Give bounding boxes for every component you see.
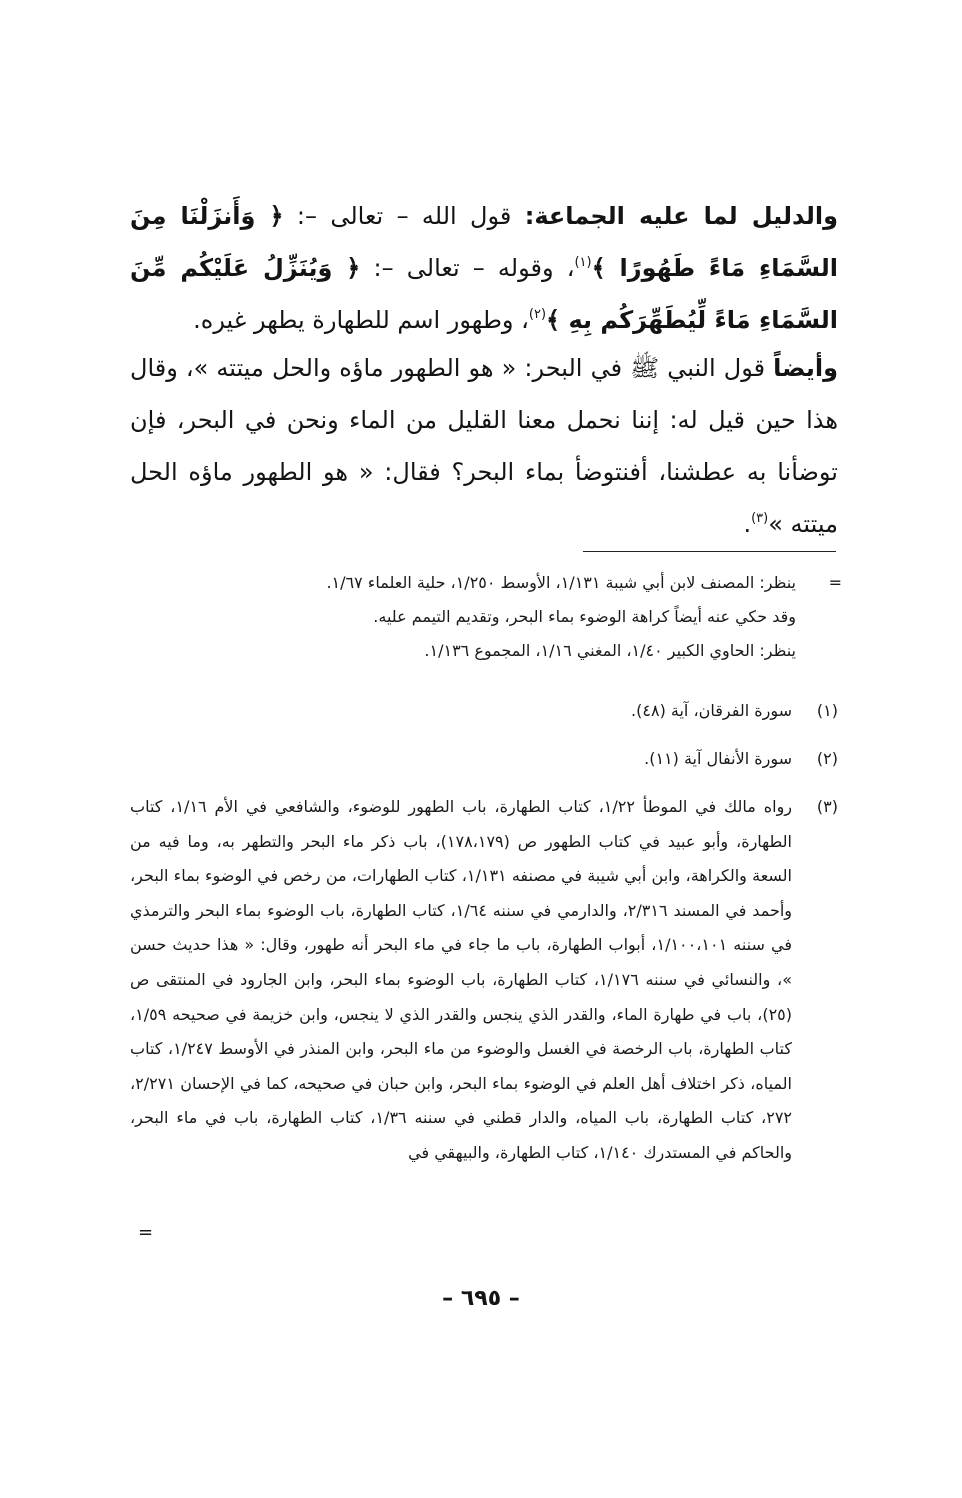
page-number: – ٦٩٥ – (442, 1286, 520, 1311)
text-run: قول الله – تعالى –: (283, 202, 525, 230)
footnote-number: (٢) (816, 749, 838, 768)
footnote-number: (١) (816, 701, 838, 720)
continued-mark: = (138, 1222, 154, 1243)
text-run: ، وقوله – تعالى –: (360, 254, 575, 282)
footnote-ref: (٢) (528, 307, 547, 322)
quran-verse: ﴿ وَأَنزَلْنَا مِنَ السَّمَاءِ مَاءً طَهُورًا ﴾ (130, 202, 838, 282)
footnote-text: سورة الأنفال آية (١١). (644, 749, 792, 768)
footnote-text: سورة الفرقان، آية (٤٨). (631, 701, 792, 720)
continuation-mark: = (828, 573, 842, 592)
footnote-number: (٣) (816, 797, 838, 816)
footnote-continuation (190, 566, 842, 668)
text-run: قول النبي ﷺ في البحر: « هو الطهور ماؤه والحل ميتته »، وقال هذا حين قيل له: إننا نحمل معنا القليل من الماء ونحن في البحر، فإن توضأنا به عطشنا، أفنتوضأ بماء البحر؟ فقال: « هو الطهور ماؤه الحل ميتته » (130, 354, 838, 538)
paragraph-lead: وأيضاً (773, 354, 838, 382)
footnote-ref: (٣) (751, 511, 769, 526)
quran-verse: ﴿ وَيُنَزِّلُ عَلَيْكُم مِّنَ السَّمَاءِ مَاءً لِّيُطَهِّرَكُم بِهِ ﴾ (130, 254, 838, 334)
text-run: . (743, 510, 752, 538)
footnote-line: ينظر: الحاوي الكبير ١/٤٠، المغني ١/١٦، المجموع ١/١٣٦. (424, 641, 796, 660)
footnote-separator (583, 551, 836, 552)
main-paragraph-2 (130, 342, 838, 550)
footnote-line: ينظر: المصنف لابن أبي شيبة ١/١٣١، الأوسط ١/٢٥٠، حلية العلماء ١/٦٧. (326, 573, 796, 592)
paragraph-lead: والدليل لما عليه الجماعة: (524, 202, 839, 230)
footnote-text: رواه مالك في الموطأ ١/٢٢، كتاب الطهارة، باب الطهور للوضوء، والشافعي في الأم ١/١٦، كتاب الطهارة، وأبو عبيد في كتاب الطهور ص (١٧٨،١٧٩)، باب ذكر ماء البحر والتطهر به، وما فيه من السعة والكراهة، وابن أبي شيبة في مصنفه ١/١٣١، كتاب الطهارات، من رخص في الوضوء بماء البحر، وأحمد في المسند ٢/٣١٦، والدارمي في سننه ١/٦٤، كتاب الطهارة، باب الوضوء بماء البحر والترمذي في سننه ١/١٠٠،١٠١، أبواب الطهارة، باب ما جاء في ماء البحر أنه طهور، وقال: « هذا حديث حسن »، والنسائي في سننه ١/١٧٦، كتاب الطهارة، باب الوضوء بماء البحر، وابن الجارود في المنتقى ص (٢٥)، باب في طهارة الماء، والقدر الذي ينجس والقدر الذي لا ينجس، وابن خزيمة في صحيحه ١/٥٩، كتاب الطهارة، باب الرخصة في الغسل والوضوء من ماء البحر، وابن المنذر في الأوسط ١/٢٤٧، كتاب المياه، ذكر اختلاف أهل العلم في الوضوء بماء البحر، وابن حبان في صحيحه، كما في الإحسان ٢/٢٧١، ٢٧٢، كتاب الطهارة، باب المياه، والدار قطني في سننه ١/٣٦، كتاب الطهارة، باب في ماء البحر، والحاكم في المستدرك ١/١٤٠، كتاب الطهارة، والبيهقي في (130, 797, 793, 1162)
main-paragraph-1 (130, 190, 838, 346)
text-run: ، وطهور اسم للطهارة يطهر غيره. (193, 306, 529, 334)
footnote-ref: (١) (574, 255, 592, 270)
footnote-line: وقد حكي عنه أيضاً كراهة الوضوء بماء البحر، وتقديم التيمم عليه. (373, 607, 796, 626)
